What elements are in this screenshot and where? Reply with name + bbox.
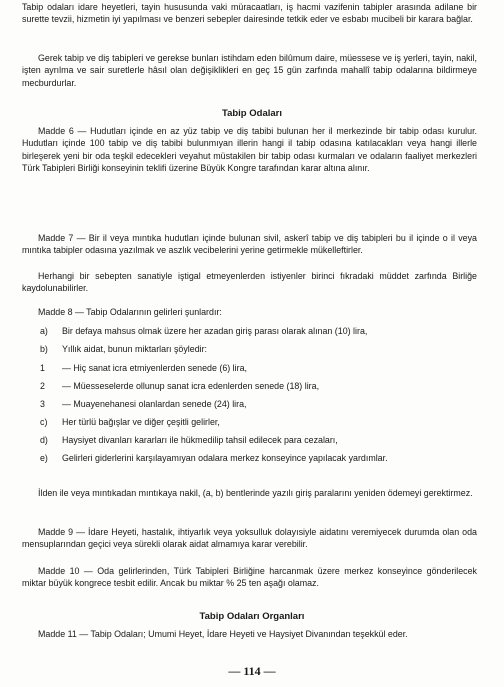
paragraph-madde-6: Madde 6 — Hudutları içinde en az yüz tabip ve diş tabibi bulunan her il merkezinde bir tabip odası kurulur. Hudutları içinde 100 tabip ve diş tabibi bulunmıyan illerin hangi il tabip odasına katılacakları veya hangi illerle birleşerek yeni bir oda teşkil edecekleri veyahut müstakilen bir tabip odası kurmaları ve odaların faaliyet merkezleri Türk Tabipleri Birliği konseyinin teklifi üzerine Büyük Kongre tarafından karar altına alınır.	[22, 126, 477, 173]
page-number: — 114 —	[228, 664, 276, 678]
list-item-d: d) Haysiyet divanları kararları ile hükmedilip tahsil edilecek para cezaları,	[40, 435, 338, 445]
paragraph-madde-7: Madde 7 — Bir il veya mıntıka hudutları içinde bulunan sivil, askerî tabip ve diş tabipleri bu il içinde o il veya mıntıka tabipler odasına yazılmak ve aszlık vecibelerini yerine getirmekle mükelleftirler.	[22, 233, 477, 256]
list-item-b: b) Yıllık aidat, bunun miktarları şöyledir:	[40, 344, 208, 354]
list-item-e: e) Gelirleri giderlerini karşılayamıyan odalara merkez konseyince yapılacak yardımlar.	[40, 453, 388, 463]
paragraph-madde-8: Madde 8 — Tabip Odalarının gelirleri şunlardır:	[38, 307, 222, 317]
paragraph-madde-11: Madde 11 — Tabip Odaları; Umumi Heyet, İdare Heyeti ve Haysiyet Divanından teşekkül eder.	[38, 629, 408, 639]
paragraph-tayin-tetkik: Tabip odaları idare heyetleri, tayin hususunda vaki müracaatları, iş hacmi vazifenin tabipler arasında adilane bir surette tevzii, hizmetin iyi yapılması ve benzeri sebepler dairesinde tetkik eder ve esbabı mucibeli bir karara bağlar.	[22, 2, 477, 25]
section-heading-organlar: Tabip Odaları Organları	[199, 611, 305, 622]
list-item-3: 3 — Muayenehanesi olanlardan senede (24) lira,	[40, 399, 247, 409]
list-item-1: 1 — Hiç sanat icra etmiyenlerden senede (6) lira,	[40, 363, 247, 373]
list-item-a: a) Bir defaya mahsus olmak üzere her azadan giriş parası olarak alınan (10) lira,	[40, 326, 368, 336]
paragraph-bildirme-mecburiyeti: Gerek tabip ve diş tabipleri ve gerekse bunları istihdam eden bilûmum daire, müessese ve iş yerleri, tayin, nakil, işten ayrılma ve sair suretlerle hâsıl olan değişiklikleri en geç 15 gün zarfında mahallî tabip odalarına bildirmeye mecburdurlar.	[22, 53, 477, 88]
paragraph-madde-10: Madde 10 — Oda gelirlerinden, Türk Tabipleri Birliğine harcanmak üzere merkez konseyince gönderilecek miktar büyük kongrece tesbit edilir. Ancak bu miktar % 25 ten aşağı olamaz.	[22, 566, 477, 589]
section-heading-tabip-odalari: Tabip Odaları	[221, 108, 282, 119]
paragraph-kayit: Herhangi bir sebepten sanatiyle iştigal etmeyenlerden istiyenler birinci fıkradaki müddet zarfında Birliğe kaydolunabilirler.	[22, 271, 477, 294]
list-item-2: 2 — Müesseselerde ollunup sanat icra edenlerden senede (18) lira,	[40, 381, 320, 391]
paragraph-nakil: İlden ile veya mıntıkadan mıntıkaya nakil, (a, b) bentlerinde yazılı giriş paralarını yeniden ödemeyi gerektirmez.	[38, 488, 473, 498]
list-item-c: c) Her türlü bağışlar ve diğer çeşitli gelirler,	[40, 417, 220, 427]
paragraph-madde-9: Madde 9 — İdare Heyeti, hastalık, ihtiyarlık veya yoksulluk dolayısiyle aidatını veremiyecek durumda olan oda mensuplarından geçici veya sürekli olarak aidat almamıya karar verebilir.	[22, 527, 477, 550]
